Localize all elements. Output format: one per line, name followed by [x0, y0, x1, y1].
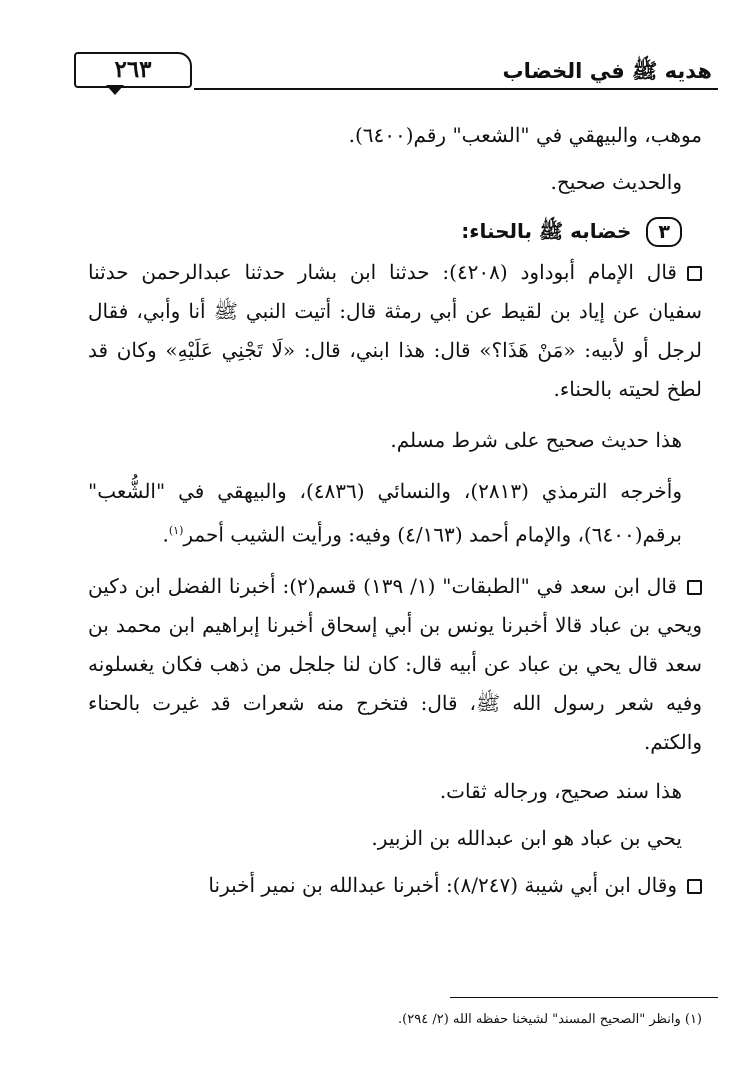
- paragraph-narrator: يحي بن عباد هو ابن عبدالله بن الزبير.: [371, 825, 682, 850]
- line-verdict: والحديث صحيح.: [550, 170, 682, 194]
- paragraph-ibnsaad-text: قال ابن سعد في "الطبقات" (١/ ١٣٩) قسم(٢): أخبرنا الفضل ابن دكين ويحي بن عباد قالا أخبرنا يونس بن أبي إسحاق أخبرنا إبراهيم ابن محمد بن سعد قال يحي بن عباد عن أبيه قال: كان لنا جلجل من ذهب فكان يغسلونه وفيه شعر رسول الله ﷺ، قال: فتخرج منه شعرات قد غيرت بالحناء والكتم.: [88, 573, 702, 754]
- footnote-marker: (١): [168, 524, 184, 537]
- paragraph-abudawud: [88, 253, 702, 409]
- section-number: ٣: [646, 217, 682, 247]
- frame-notch-icon: [106, 85, 124, 95]
- footnote-separator: [450, 997, 718, 998]
- running-title: هديه ﷺ في الخضاب: [502, 59, 712, 83]
- paragraph-abudawud-text: قال الإمام أبوداود (٤٢٠٨): حدثنا ابن بشار حدثنا عبدالرحمن حدثنا سفيان عن إياد بن لقيط عن أبي رمثة قال: أتيت النبي ﷺ أنا وأبي، فقال لرجل أو لأبيه: «مَنْ هَذَا؟» قال: هذا ابني، قال: «لَا تَجْنِي عَلَيْهِ» وكان قد لطخ لحيته بالحناء.: [88, 260, 702, 401]
- page-header: [74, 52, 718, 92]
- section-title: خضابه ﷺ بالحناء:: [461, 219, 632, 243]
- paragraph-ibnabishaybah-text: وقال ابن أبي شيبة (٨/٢٤٧): أخبرنا عبدالله بن نمير أخبرنا: [208, 872, 677, 897]
- footnote: (١) وانظر "الصحيح المسند" لشيخنا حفظه الله (٢/ ٢٩٤).: [398, 1012, 702, 1027]
- line-continuation: موهب، والبيهقي في "الشعب" رقم(٦٤٠٠).: [348, 123, 702, 147]
- paragraph-takhrij: [88, 472, 702, 555]
- paragraph-takhrij-end: .: [162, 522, 169, 547]
- square-bullet-icon: [687, 266, 702, 281]
- paragraph-ibnsaad: [88, 567, 702, 762]
- paragraph-grading: هذا حديث صحيح على شرط مسلم.: [390, 428, 682, 452]
- square-bullet-icon: [687, 580, 702, 595]
- paragraph-ibnabishaybah: [88, 866, 702, 905]
- paragraph-takhrij-text: وأخرجه الترمذي (٢٨١٣)، والنسائي (٤٨٣٦)، والبيهقي في "الشُّعب" برقم(٦٤٠٠)، والإمام أحمد (٤/١٦٣) وفيه: ورأيت الشيب أحمر: [88, 479, 682, 547]
- page-number-frame: [74, 52, 192, 88]
- page-number: ٢٦٣: [114, 56, 152, 83]
- square-bullet-icon: [687, 879, 702, 894]
- body-text: [88, 116, 702, 905]
- section-heading: [88, 212, 702, 251]
- paragraph-sanad: هذا سند صحيح، ورجاله ثقات.: [439, 778, 682, 803]
